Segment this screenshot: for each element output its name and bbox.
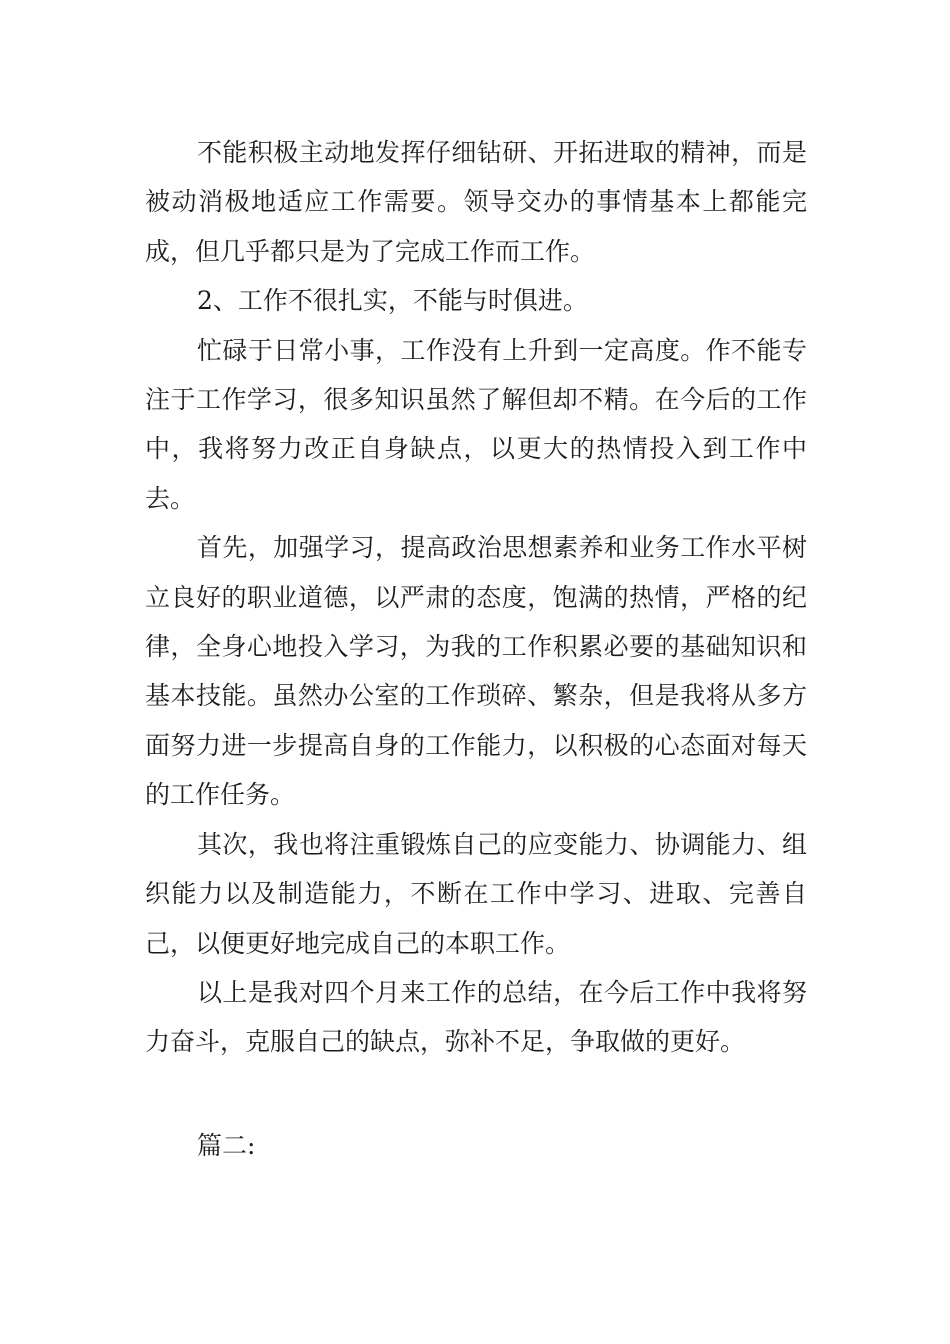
paragraph-5: 其次，我也将注重锻炼自己的应变能力、协调能力、组织能力以及制造能力，不断在工作中学习、进取、完善自己，以便更好地完成自己的本职工作。 xyxy=(145,829,807,958)
document-body xyxy=(145,128,807,1067)
paragraph-2: 2、工作不很扎实，不能与时俱进。 xyxy=(197,286,588,316)
section-heading: 篇二: xyxy=(197,1131,256,1160)
paragraph-3: 忙碌于日常小事，工作没有上升到一定高度。作不能专注于工作学习，很多知识虽然了解但却不精。在今后的工作中，我将努力改正自身缺点，以更大的热情投入到工作中去。 xyxy=(145,335,807,513)
paragraph-1: 不能积极主动地发挥仔细钻研、开拓进取的精神，而是被动消极地适应工作需要。领导交办的事情基本上都能完成，但几乎都只是为了完成工作而工作。 xyxy=(145,138,807,266)
paragraph-6: 以上是我对四个月来工作的总结，在今后工作中我将努力奋斗，克服自己的缺点，弥补不足，争取做的更好。 xyxy=(145,977,807,1057)
paragraph-4: 首先，加强学习，提高政治思想素养和业务工作水平树立良好的职业道德，以严肃的态度，饱满的热情，严格的纪律，全身心地投入学习，为我的工作积累必要的基础知识和基本技能。虽然办公室的工作琐碎、繁杂，但是我将从多方面努力进一步提高自身的工作能力，以积极的心态面对每天的工作任务。 xyxy=(145,533,807,810)
